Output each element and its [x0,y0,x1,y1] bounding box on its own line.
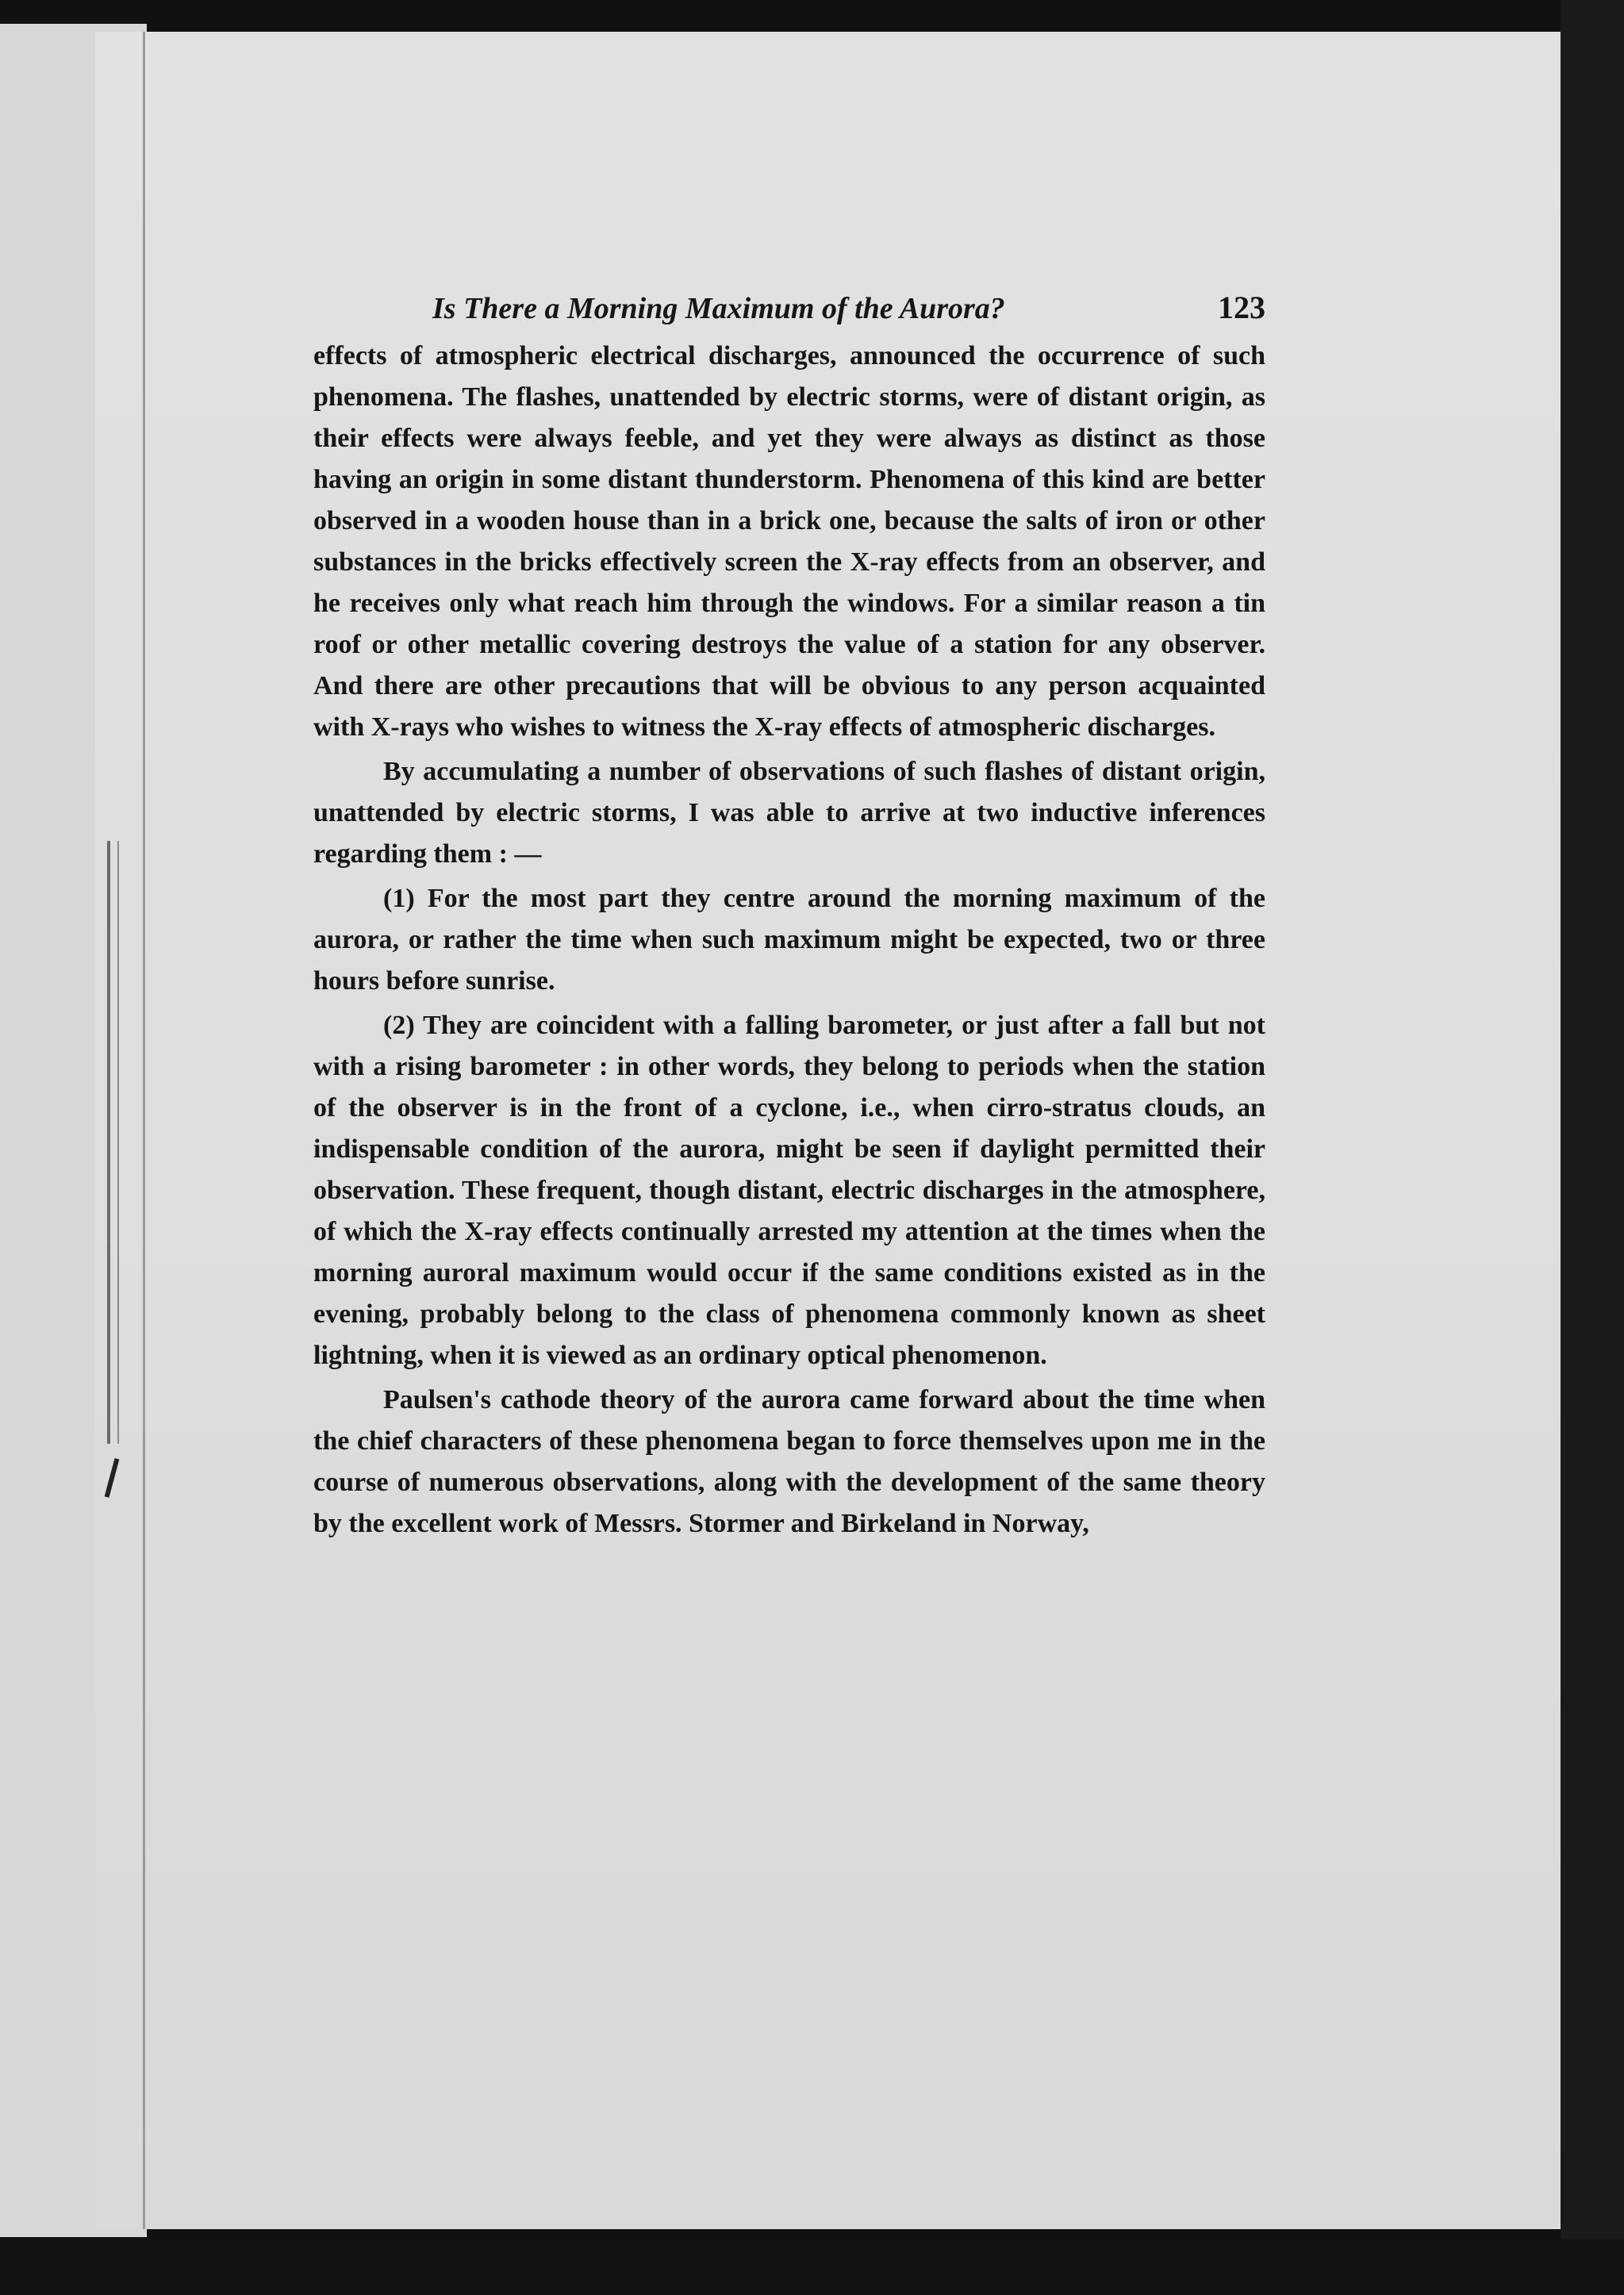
running-title: Is There a Morning Maximum of the Aurora? [432,292,1005,325]
page-text-block [313,287,1265,1545]
gutter-line [107,841,110,1444]
binding-shadow-bottom [0,2239,1624,2295]
paragraph: Paulsen's cathode theory of the aurora came forward about the time when the chief characters of these phenomena began to force themselves upon me in the course of numerous observations, along with the development of the same theory by the excellent work of Messrs. Stormer and Birkeland in Norway, [313,1385,1265,1538]
gutter-line [143,32,145,2229]
running-head [432,287,1265,329]
paragraph: By accumulating a number of observations of such flashes of distant origin, unattended by electric storms, I was able to arrive at two inductive inferences regarding them : — [313,757,1265,869]
gutter-line [117,841,119,1444]
paragraph-continued: effects of atmospheric electrical discharges, announced the occurrence of such phenomena. The flashes, unattended by electric storms, were of distant origin, as their effects were always feeble, and yet they were always as distinct as those having an origin in some distant thunderstorm. Phenomena of this kind are better observed in a wooden house than in a brick one, because the salts of iron or other substances in the bricks effectively screen the X-ray effects from an observer, and he receives only what reach him through the windows. For a similar reason a tin roof or other metallic covering destroys the value of a station for any observer. And there are other precautions that will be obvious to any person acquainted with X-rays who wishes to witness the X-ray effects of atmospheric discharges. [313,341,1265,742]
paragraph-inference-2: (2) They are coincident with a falling barometer, or just after a fall but not with a rising barometer : in other words, they belong to periods when the station of the observer is in the front of a cyclone, i.e., when cirro-stratus clouds, an indispensable condition of the aurora, might be seen if daylight permitted their observation. These frequent, though distant, electric discharges in the atmosphere, of which the X-ray effects continually arrested my attention at the times when the morning auroral maximum would occur if the same conditions existed as in the evening, probably belong to the class of phenomena commonly known as sheet lightning, when it is viewed as an ordinary optical phenomenon. [313,1011,1265,1370]
page-number: 123 [1218,290,1265,325]
binding-shadow-right [1561,0,1624,2295]
paragraph-inference-1: (1) For the most part they centre around the morning maximum of the aurora, or rather the time when such maximum might be expected, two or three hours before sunrise. [313,884,1265,996]
